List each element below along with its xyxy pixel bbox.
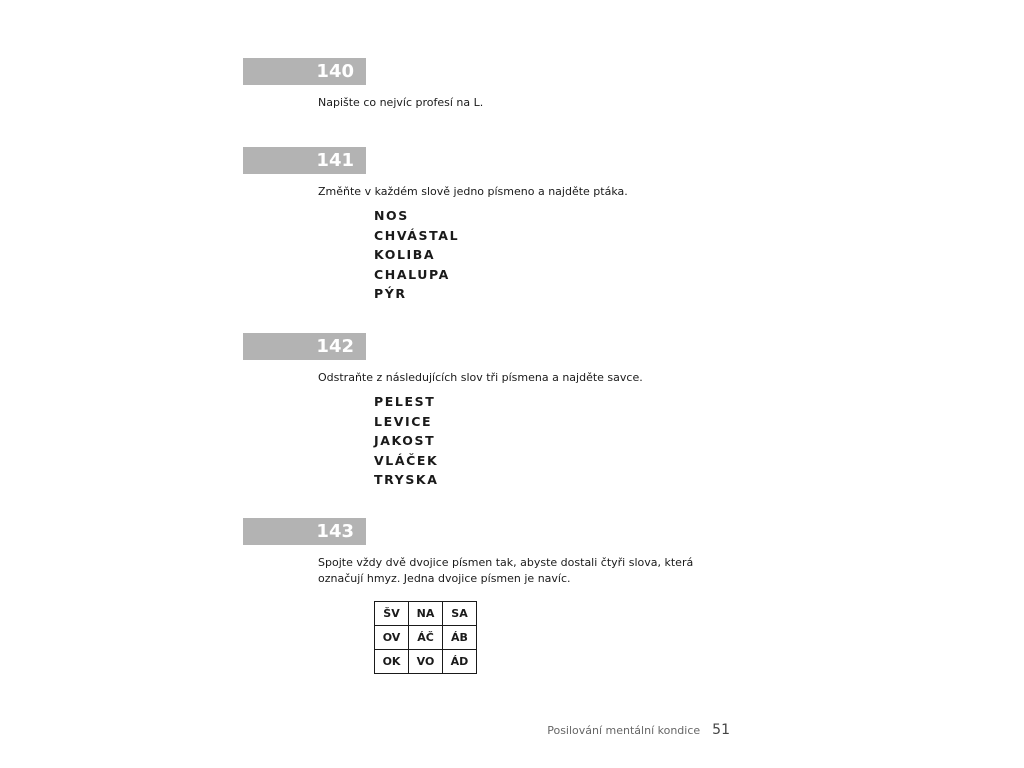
- grid-cell: ÁČ: [409, 626, 443, 650]
- exercise-142: [243, 333, 743, 506]
- grid-cell: ŠV: [375, 602, 409, 626]
- word-item: KOLIBA: [374, 247, 436, 262]
- exercise-instruction: Odstraňte z následujících slov tři písmena a najděte savce.: [318, 371, 643, 384]
- word-item: PELEST: [374, 394, 436, 409]
- word-list: [374, 392, 743, 490]
- grid-row: [375, 626, 477, 650]
- word-item: CHVÁSTAL: [374, 227, 460, 243]
- word-item: TRYSKA: [374, 472, 439, 487]
- word-item: VLÁČEK: [374, 452, 439, 468]
- grid-cell: ÁD: [443, 650, 477, 674]
- exercise-number: 140: [243, 58, 366, 85]
- word-item: JAKOST: [374, 433, 436, 448]
- word-list: [374, 206, 743, 304]
- exercise-140: [243, 58, 743, 111]
- word-item: PÝR: [374, 286, 407, 301]
- grid-cell: VO: [409, 650, 443, 674]
- exercise-number: 141: [243, 147, 366, 174]
- grid-cell: OV: [375, 626, 409, 650]
- exercise-number: 143: [243, 518, 366, 545]
- grid-cell: SA: [443, 602, 477, 626]
- word-item: NOS: [374, 208, 409, 223]
- letter-pair-grid: [374, 601, 477, 674]
- grid-row: [375, 602, 477, 626]
- grid-cell: OK: [375, 650, 409, 674]
- exercise-instruction: Napište co nejvíc profesí na L.: [318, 96, 484, 109]
- exercise-141: [243, 147, 743, 320]
- grid-cell: ÁB: [443, 626, 477, 650]
- book-title: Posilování mentální kondice: [547, 724, 701, 737]
- exercise-instruction: Změňte v každém slově jedno písmeno a najděte ptáka.: [318, 185, 628, 198]
- exercise-instruction: Spojte vždy dvě dvojice písmen tak, abyste dostali čtyři slova, která označují hmyz. Jedna dvojice písmen je navíc.: [318, 556, 694, 585]
- page-footer: [500, 720, 730, 741]
- grid-row: [375, 650, 477, 674]
- word-item: CHALUPA: [374, 266, 450, 282]
- grid-cell: NA: [409, 602, 443, 626]
- page-number: 51: [712, 722, 730, 738]
- exercise-number: 142: [243, 333, 366, 360]
- exercise-143: [243, 518, 743, 674]
- word-item: LEVICE: [374, 413, 433, 429]
